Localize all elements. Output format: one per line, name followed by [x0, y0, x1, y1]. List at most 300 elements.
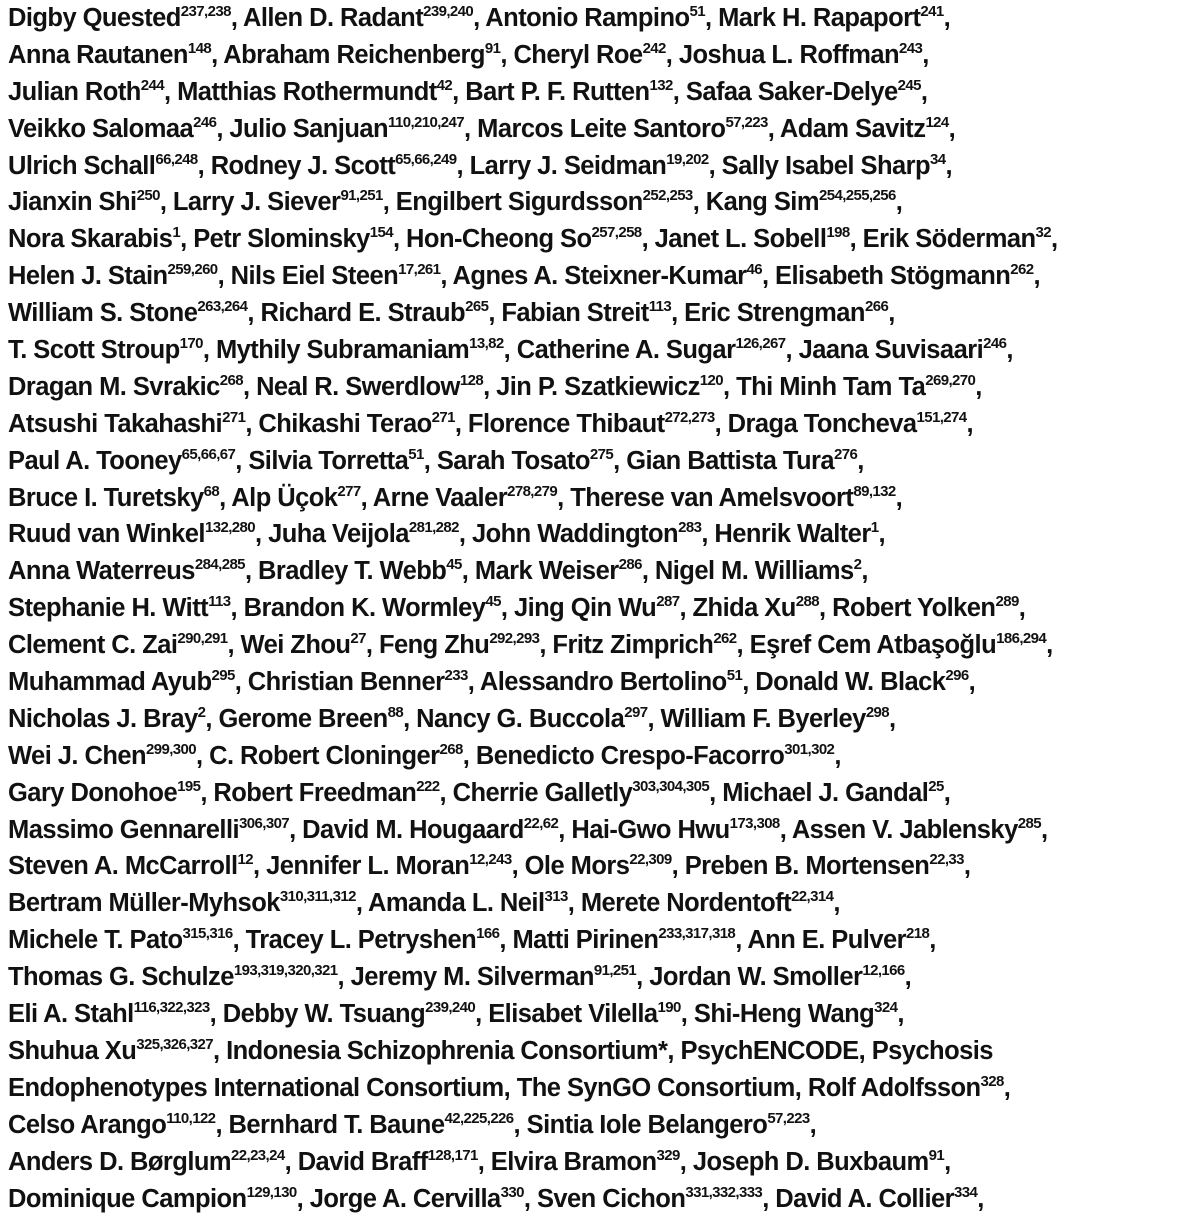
- separator: ,: [284, 1147, 298, 1176]
- author-name: Henrik Walter: [714, 520, 871, 549]
- affiliation-superscript: 292,293: [489, 630, 540, 648]
- separator: ,: [945, 151, 953, 180]
- affiliation-superscript: 42,225,226: [444, 1109, 514, 1127]
- separator: ,: [454, 409, 468, 438]
- author-name: Sally Isabel Sharp: [721, 151, 931, 180]
- author-name: Preben B. Mortensen: [684, 852, 930, 881]
- author-line: [8, 0, 1198, 37]
- author-name: Merete Nordentoft: [580, 889, 792, 918]
- author-name: The SynGO Consortium: [516, 1073, 795, 1102]
- affiliation-superscript: 198: [826, 224, 850, 242]
- author-name: T. Scott Stroup: [8, 336, 180, 365]
- author-name: Helen J. Stain: [8, 262, 168, 291]
- affiliation-superscript: 303,304,305: [632, 777, 710, 795]
- author-name: Rolf Adolfsson: [807, 1073, 981, 1102]
- affiliation-superscript: 51: [726, 667, 743, 685]
- separator: ,: [1040, 815, 1048, 844]
- separator: ,: [242, 372, 257, 401]
- author-name: Safaa Saker-Delye: [685, 77, 898, 106]
- author-name: Rodney J. Scott: [210, 151, 396, 180]
- separator: ,: [253, 852, 267, 881]
- separator: ,: [159, 188, 173, 217]
- separator: ,: [904, 963, 912, 992]
- author-name: Nicholas J. Bray: [8, 704, 198, 733]
- author-name: Jing Qin Wu: [513, 594, 657, 623]
- affiliation-superscript: 287: [656, 593, 680, 611]
- affiliation-superscript: 315,316: [182, 925, 233, 943]
- author-name: Gian Battista Tura: [626, 446, 835, 475]
- affiliation-superscript: 57,223: [725, 113, 768, 131]
- separator: ,: [337, 963, 351, 992]
- affiliation-superscript: 334: [953, 1183, 978, 1201]
- separator: ,: [966, 409, 974, 438]
- author-name: Shuhua Xu: [8, 1036, 137, 1065]
- separator: ,: [779, 815, 792, 844]
- affiliation-superscript: 51: [408, 445, 424, 463]
- affiliation-superscript: 310,311,312: [279, 888, 356, 906]
- affiliation-superscript: 195: [177, 777, 201, 795]
- separator: ,: [488, 299, 502, 328]
- affiliation-superscript: 91,251: [340, 187, 383, 205]
- separator: ,: [499, 926, 513, 955]
- affiliation-superscript: 278,279: [507, 482, 558, 500]
- affiliation-superscript: 242: [642, 39, 666, 57]
- separator: ,: [708, 151, 722, 180]
- author-name: Larry J. Seidman: [469, 151, 667, 180]
- affiliation-superscript: 328: [980, 1072, 1004, 1090]
- separator: ,: [857, 446, 864, 475]
- affiliation-superscript: 116,322,323: [133, 999, 210, 1017]
- author-name: Matti Pirinen: [512, 926, 659, 955]
- author-name: Amanda L. Neil: [367, 889, 545, 918]
- author-name: Robert Yolken: [832, 594, 996, 623]
- separator: ,: [975, 372, 982, 401]
- author-name: Marcos Leite Santoro: [477, 114, 726, 143]
- author-line: [8, 295, 1198, 332]
- affiliation-superscript: 268: [219, 371, 243, 389]
- author-line: [8, 738, 1198, 775]
- affiliation-superscript: 222: [416, 777, 440, 795]
- author-name: Neal R. Swerdlow: [256, 372, 460, 401]
- author-line: [8, 111, 1198, 148]
- author-name: Paul A. Tooney: [8, 446, 182, 475]
- affiliation-superscript: 13,82: [469, 335, 504, 353]
- separator: ,: [523, 1184, 537, 1213]
- separator: ,: [1003, 1073, 1011, 1102]
- separator: ,: [849, 225, 863, 254]
- author-name: Thi Minh Tam Ta: [736, 372, 926, 401]
- affiliation-superscript: 281,282: [408, 519, 459, 537]
- affiliation-superscript: 124: [925, 113, 949, 131]
- affiliation-superscript: 151,274: [916, 408, 967, 426]
- affiliation-superscript: 132: [649, 76, 673, 94]
- affiliation-superscript: 17,261: [398, 261, 441, 279]
- author-name: Celso Arango: [8, 1110, 167, 1139]
- affiliation-superscript: 283: [678, 519, 702, 537]
- affiliation-superscript: 233: [444, 667, 468, 685]
- separator: ,: [473, 4, 486, 32]
- author-name: Larry J. Siever: [172, 188, 341, 217]
- separator: ,: [809, 1110, 817, 1139]
- author-name: Tracey L. Petryshen: [245, 926, 477, 955]
- separator: ,: [767, 114, 780, 143]
- affiliation-superscript: 241: [920, 3, 944, 20]
- author-line: [8, 627, 1198, 664]
- separator: ,: [230, 4, 243, 32]
- author-name: Alp Üçok: [231, 483, 338, 512]
- affiliation-superscript: 289: [995, 593, 1019, 611]
- author-name: Muhammad Ayub: [8, 668, 212, 697]
- separator: ,: [943, 4, 951, 32]
- affiliation-superscript: 284,285: [194, 556, 245, 574]
- separator: ,: [200, 778, 214, 807]
- author-name: Bernhard T. Baune: [228, 1110, 445, 1139]
- affiliation-superscript: 66,248: [155, 150, 198, 168]
- affiliation-superscript: 257,258: [591, 224, 642, 242]
- author-name: Antonio Rampino: [485, 4, 690, 32]
- affiliation-superscript: 2: [197, 703, 206, 721]
- affiliation-superscript: 22,309: [629, 851, 672, 869]
- author-name: Silvia Torretta: [248, 446, 409, 475]
- affiliation-superscript: 22,33: [929, 851, 964, 869]
- separator: ,: [861, 557, 868, 586]
- affiliation-superscript: 113: [648, 298, 672, 316]
- separator: ,: [665, 40, 679, 69]
- affiliation-superscript: 288: [795, 593, 820, 611]
- separator: ,: [929, 926, 936, 955]
- affiliation-superscript: 268: [439, 740, 463, 758]
- author-name: Petr Slominsky: [193, 225, 370, 254]
- author-name: Kang Sim: [705, 188, 819, 217]
- affiliation-superscript: 32: [1035, 224, 1052, 242]
- author-line: [8, 369, 1198, 406]
- affiliation-superscript: 25: [928, 777, 944, 795]
- author-name: Assen V. Jablensky: [791, 815, 1018, 844]
- affiliation-superscript: 276: [834, 445, 858, 463]
- affiliation-superscript: 272,273: [664, 408, 715, 426]
- author-name: Eli A. Stahl: [8, 1000, 134, 1029]
- author-name: Dominique Campion: [8, 1184, 247, 1213]
- author-name: Debby W. Tsuang: [222, 1000, 426, 1029]
- separator: ,: [244, 557, 259, 586]
- author-name: Jianxin Shi: [8, 188, 137, 217]
- affiliation-superscript: 275: [589, 445, 614, 463]
- author-name: William F. Byerley: [660, 704, 866, 733]
- affiliation-superscript: 91,251: [593, 962, 637, 980]
- separator: ,: [467, 668, 480, 697]
- author-line: [8, 996, 1198, 1033]
- affiliation-superscript: 245: [897, 76, 921, 94]
- author-name: C. Robert Cloninger: [209, 741, 440, 770]
- affiliation-superscript: 246: [983, 335, 1007, 353]
- separator: ,: [382, 188, 396, 217]
- affiliation-superscript: 266: [864, 298, 889, 316]
- affiliation-superscript: 218: [905, 925, 930, 943]
- author-name: Stephanie H. Witt: [8, 594, 209, 623]
- author-line: [8, 848, 1198, 885]
- author-name: Therese van Amelsvoort: [570, 483, 854, 512]
- separator: ,: [833, 889, 840, 918]
- affiliation-superscript: 237,238: [180, 3, 231, 20]
- author-name: Draga Toncheva: [727, 409, 917, 438]
- author-line: [8, 1181, 1198, 1218]
- affiliation-superscript: 259,260: [167, 261, 218, 279]
- separator: ,: [247, 299, 261, 328]
- author-name: Mark Weiser: [474, 557, 619, 586]
- separator: ,: [360, 483, 373, 512]
- separator: ,: [679, 1147, 693, 1176]
- separator: ,: [897, 1000, 904, 1029]
- affiliation-superscript: 290,291: [177, 630, 228, 648]
- author-name: Ole Mors: [524, 852, 630, 881]
- author-line: [8, 701, 1198, 738]
- separator: ,: [217, 262, 231, 291]
- author-line: [8, 258, 1198, 295]
- author-name: Chikashi Terao: [258, 409, 432, 438]
- author-name: Robert Freedman: [213, 778, 417, 807]
- author-line: [8, 332, 1198, 369]
- author-line: [8, 74, 1198, 111]
- affiliation-superscript: 325,326,327: [136, 1035, 214, 1053]
- separator: ,: [209, 1000, 223, 1029]
- author-name: Janet L. Sobell: [654, 225, 827, 254]
- affiliation-superscript: 132,280: [204, 519, 255, 537]
- author-name: Digby Quested: [8, 4, 181, 32]
- author-name: Nancy G. Buccola: [416, 704, 625, 733]
- separator: ,: [205, 704, 219, 733]
- affiliation-superscript: 265: [465, 298, 489, 316]
- author-name: William S. Stone: [8, 299, 198, 328]
- author-name: Sven Cichon: [536, 1184, 686, 1213]
- separator: ,: [968, 668, 976, 697]
- author-name: Mythily Subramaniam: [215, 336, 470, 365]
- separator: ,: [392, 225, 407, 254]
- separator: ,: [679, 594, 693, 623]
- author-line: [8, 37, 1198, 74]
- separator: ,: [296, 1184, 310, 1213]
- separator: ,: [511, 852, 525, 881]
- author-name: Matthias Rothermundt: [177, 77, 437, 106]
- affiliation-superscript: 269,270: [925, 371, 976, 389]
- author-line: [8, 406, 1198, 443]
- separator: ,: [567, 889, 581, 918]
- affiliation-superscript: 324: [874, 999, 898, 1017]
- affiliation-superscript: 126,267: [735, 335, 786, 353]
- separator: ,: [723, 372, 737, 401]
- separator: ,: [164, 77, 178, 106]
- separator: ,: [667, 1036, 681, 1065]
- author-name: Ruud van Winkel: [8, 520, 205, 549]
- affiliation-superscript: 110,122: [166, 1109, 216, 1127]
- author-name: Arne Vaaler: [372, 483, 508, 512]
- separator: ,: [439, 778, 453, 807]
- affiliation-superscript: 148: [187, 39, 212, 57]
- affiliation-superscript: 45: [446, 556, 462, 574]
- affiliation-superscript: 295: [211, 667, 235, 685]
- separator: ,: [680, 1000, 694, 1029]
- author-name: Jennifer L. Moran: [266, 852, 470, 881]
- author-line: [8, 1070, 1198, 1107]
- author-name: David A. Collier: [775, 1184, 954, 1213]
- separator: ,: [232, 926, 246, 955]
- separator: ,: [735, 926, 748, 955]
- author-name: PsychENCODE: [680, 1036, 859, 1065]
- affiliation-superscript: 88: [387, 703, 404, 721]
- affiliation-superscript: 296: [945, 667, 969, 685]
- author-name: Cheryl Roe: [513, 40, 643, 69]
- author-name: Julian Roth: [8, 77, 141, 106]
- author-name: Sarah Tosato: [436, 446, 590, 475]
- author-name: Engilbert Sigurdsson: [395, 188, 643, 217]
- author-name: Bruce I. Turetsky: [8, 483, 204, 512]
- author-name: Atsushi Takahashi: [8, 409, 223, 438]
- affiliation-superscript: 128,171: [427, 1146, 478, 1164]
- affiliation-superscript: 329: [656, 1146, 680, 1164]
- separator: ,: [230, 594, 244, 623]
- author-name: Wei J. Chen: [8, 741, 147, 770]
- separator: ,: [641, 557, 655, 586]
- affiliation-superscript: 45: [485, 593, 501, 611]
- affiliation-superscript: 190: [657, 999, 681, 1017]
- affiliation-superscript: 65,66,67: [181, 445, 236, 463]
- affiliation-superscript: 154: [369, 224, 393, 242]
- affiliation-superscript: 1: [172, 224, 181, 242]
- separator: ,: [215, 1110, 229, 1139]
- separator: ,: [196, 741, 210, 770]
- author-name: Indonesia Schizophrenia Consortium*: [226, 1036, 668, 1065]
- affiliation-superscript: 89,132: [853, 482, 896, 500]
- separator: ,: [423, 446, 437, 475]
- affiliation-superscript: 1: [870, 519, 879, 537]
- author-name: Nigel M. Williams: [654, 557, 854, 586]
- affiliation-superscript: 301,302: [784, 740, 835, 758]
- separator: ,: [403, 704, 417, 733]
- author-line: [8, 148, 1198, 185]
- author-name: Michael J. Gandal: [722, 778, 929, 807]
- affiliation-superscript: 186,294: [996, 630, 1047, 648]
- separator: ,: [785, 336, 799, 365]
- affiliation-superscript: 27: [350, 630, 366, 648]
- author-name: Endophenotypes International Consortium: [8, 1073, 504, 1102]
- author-name: Catherine A. Sugar: [516, 336, 736, 365]
- separator: ,: [922, 40, 929, 69]
- separator: ,: [503, 1073, 517, 1102]
- author-line: [8, 1144, 1198, 1181]
- author-name: Dragan M. Svrakic: [8, 372, 220, 401]
- author-name: Hon-Cheong So: [406, 225, 592, 254]
- author-name: Brandon K. Wormley: [243, 594, 486, 623]
- author-name: Elisabet Vilella: [488, 1000, 658, 1029]
- author-name: Alessandro Bertolino: [479, 668, 727, 697]
- separator: ,: [227, 631, 241, 660]
- separator: ,: [1006, 336, 1013, 365]
- separator: ,: [977, 1184, 984, 1213]
- author-line: [8, 1107, 1198, 1144]
- separator: ,: [709, 778, 723, 807]
- author-name: Donald W. Black: [755, 668, 946, 697]
- author-name: Mark H. Rapaport: [718, 4, 921, 32]
- affiliation-superscript: 34: [930, 150, 946, 168]
- affiliation-superscript: 277: [337, 482, 361, 500]
- author-name: Juha Veijola: [268, 520, 409, 549]
- separator: ,: [539, 631, 553, 660]
- separator: ,: [558, 815, 572, 844]
- affiliation-superscript: 128: [459, 371, 484, 389]
- author-name: Fritz Zimprich: [552, 631, 714, 660]
- author-line: [8, 1033, 1198, 1070]
- separator: ,: [365, 631, 379, 660]
- author-line: [8, 553, 1198, 590]
- separator: ,: [889, 704, 896, 733]
- separator: ,: [234, 668, 248, 697]
- separator: ,: [355, 889, 368, 918]
- separator: ,: [613, 446, 627, 475]
- affiliation-superscript: 12: [237, 851, 254, 869]
- author-name: Agnes A. Steixner-Kumar: [452, 262, 747, 291]
- affiliation-superscript: 330: [500, 1183, 524, 1201]
- affiliation-superscript: 193,319,320,321: [233, 962, 338, 980]
- separator: ,: [895, 483, 903, 512]
- affiliation-superscript: 129,130: [246, 1183, 297, 1201]
- affiliation-superscript: 298: [865, 703, 890, 721]
- separator: ,: [255, 520, 269, 549]
- separator: ,: [895, 188, 903, 217]
- affiliation-superscript: 173,308: [729, 814, 780, 832]
- separator: ,: [948, 114, 956, 143]
- author-name: Cherrie Galletly: [452, 778, 633, 807]
- affiliation-superscript: 331,332,333: [685, 1183, 763, 1201]
- author-name: Thomas G. Schulze: [8, 963, 234, 992]
- separator: ,: [475, 1000, 489, 1029]
- separator: ,: [462, 741, 476, 770]
- author-name: Bertram Müller-Myhsok: [8, 889, 280, 918]
- separator: ,: [819, 594, 833, 623]
- separator: ,: [202, 336, 216, 365]
- separator: ,: [557, 483, 571, 512]
- separator: ,: [211, 40, 224, 69]
- author-line: [8, 221, 1198, 258]
- author-name: Adam Savitz: [779, 114, 926, 143]
- affiliation-superscript: 299,300: [146, 740, 197, 758]
- author-name: Ulrich Schall: [8, 151, 156, 180]
- author-name: Gary Donohoe: [8, 778, 178, 807]
- separator: ,: [461, 557, 475, 586]
- author-name: Eşref Cem Atbaşoğlu: [749, 631, 997, 660]
- separator: ,: [440, 262, 453, 291]
- affiliation-superscript: 51: [689, 3, 706, 20]
- author-name: Nils Eiel Steen: [230, 262, 399, 291]
- separator: ,: [1046, 631, 1053, 660]
- separator: ,: [1018, 594, 1026, 623]
- separator: ,: [483, 372, 497, 401]
- author-name: Richard E. Straub: [260, 299, 466, 328]
- affiliation-superscript: 120: [699, 371, 724, 389]
- separator: ,: [641, 225, 655, 254]
- separator: ,: [219, 483, 232, 512]
- author-line: [8, 516, 1198, 553]
- affiliation-superscript: 263,264: [197, 298, 248, 316]
- author-name: Christian Benner: [247, 668, 445, 697]
- author-list: [8, 0, 1198, 1217]
- separator: ,: [672, 77, 686, 106]
- author-name: David Braff: [297, 1147, 428, 1176]
- affiliation-superscript: 22,314: [791, 888, 834, 906]
- affiliation-superscript: 170: [179, 335, 203, 353]
- author-name: Zhida Xu: [692, 594, 796, 623]
- affiliation-superscript: 2: [853, 556, 862, 574]
- separator: ,: [834, 741, 841, 770]
- separator: ,: [289, 815, 303, 844]
